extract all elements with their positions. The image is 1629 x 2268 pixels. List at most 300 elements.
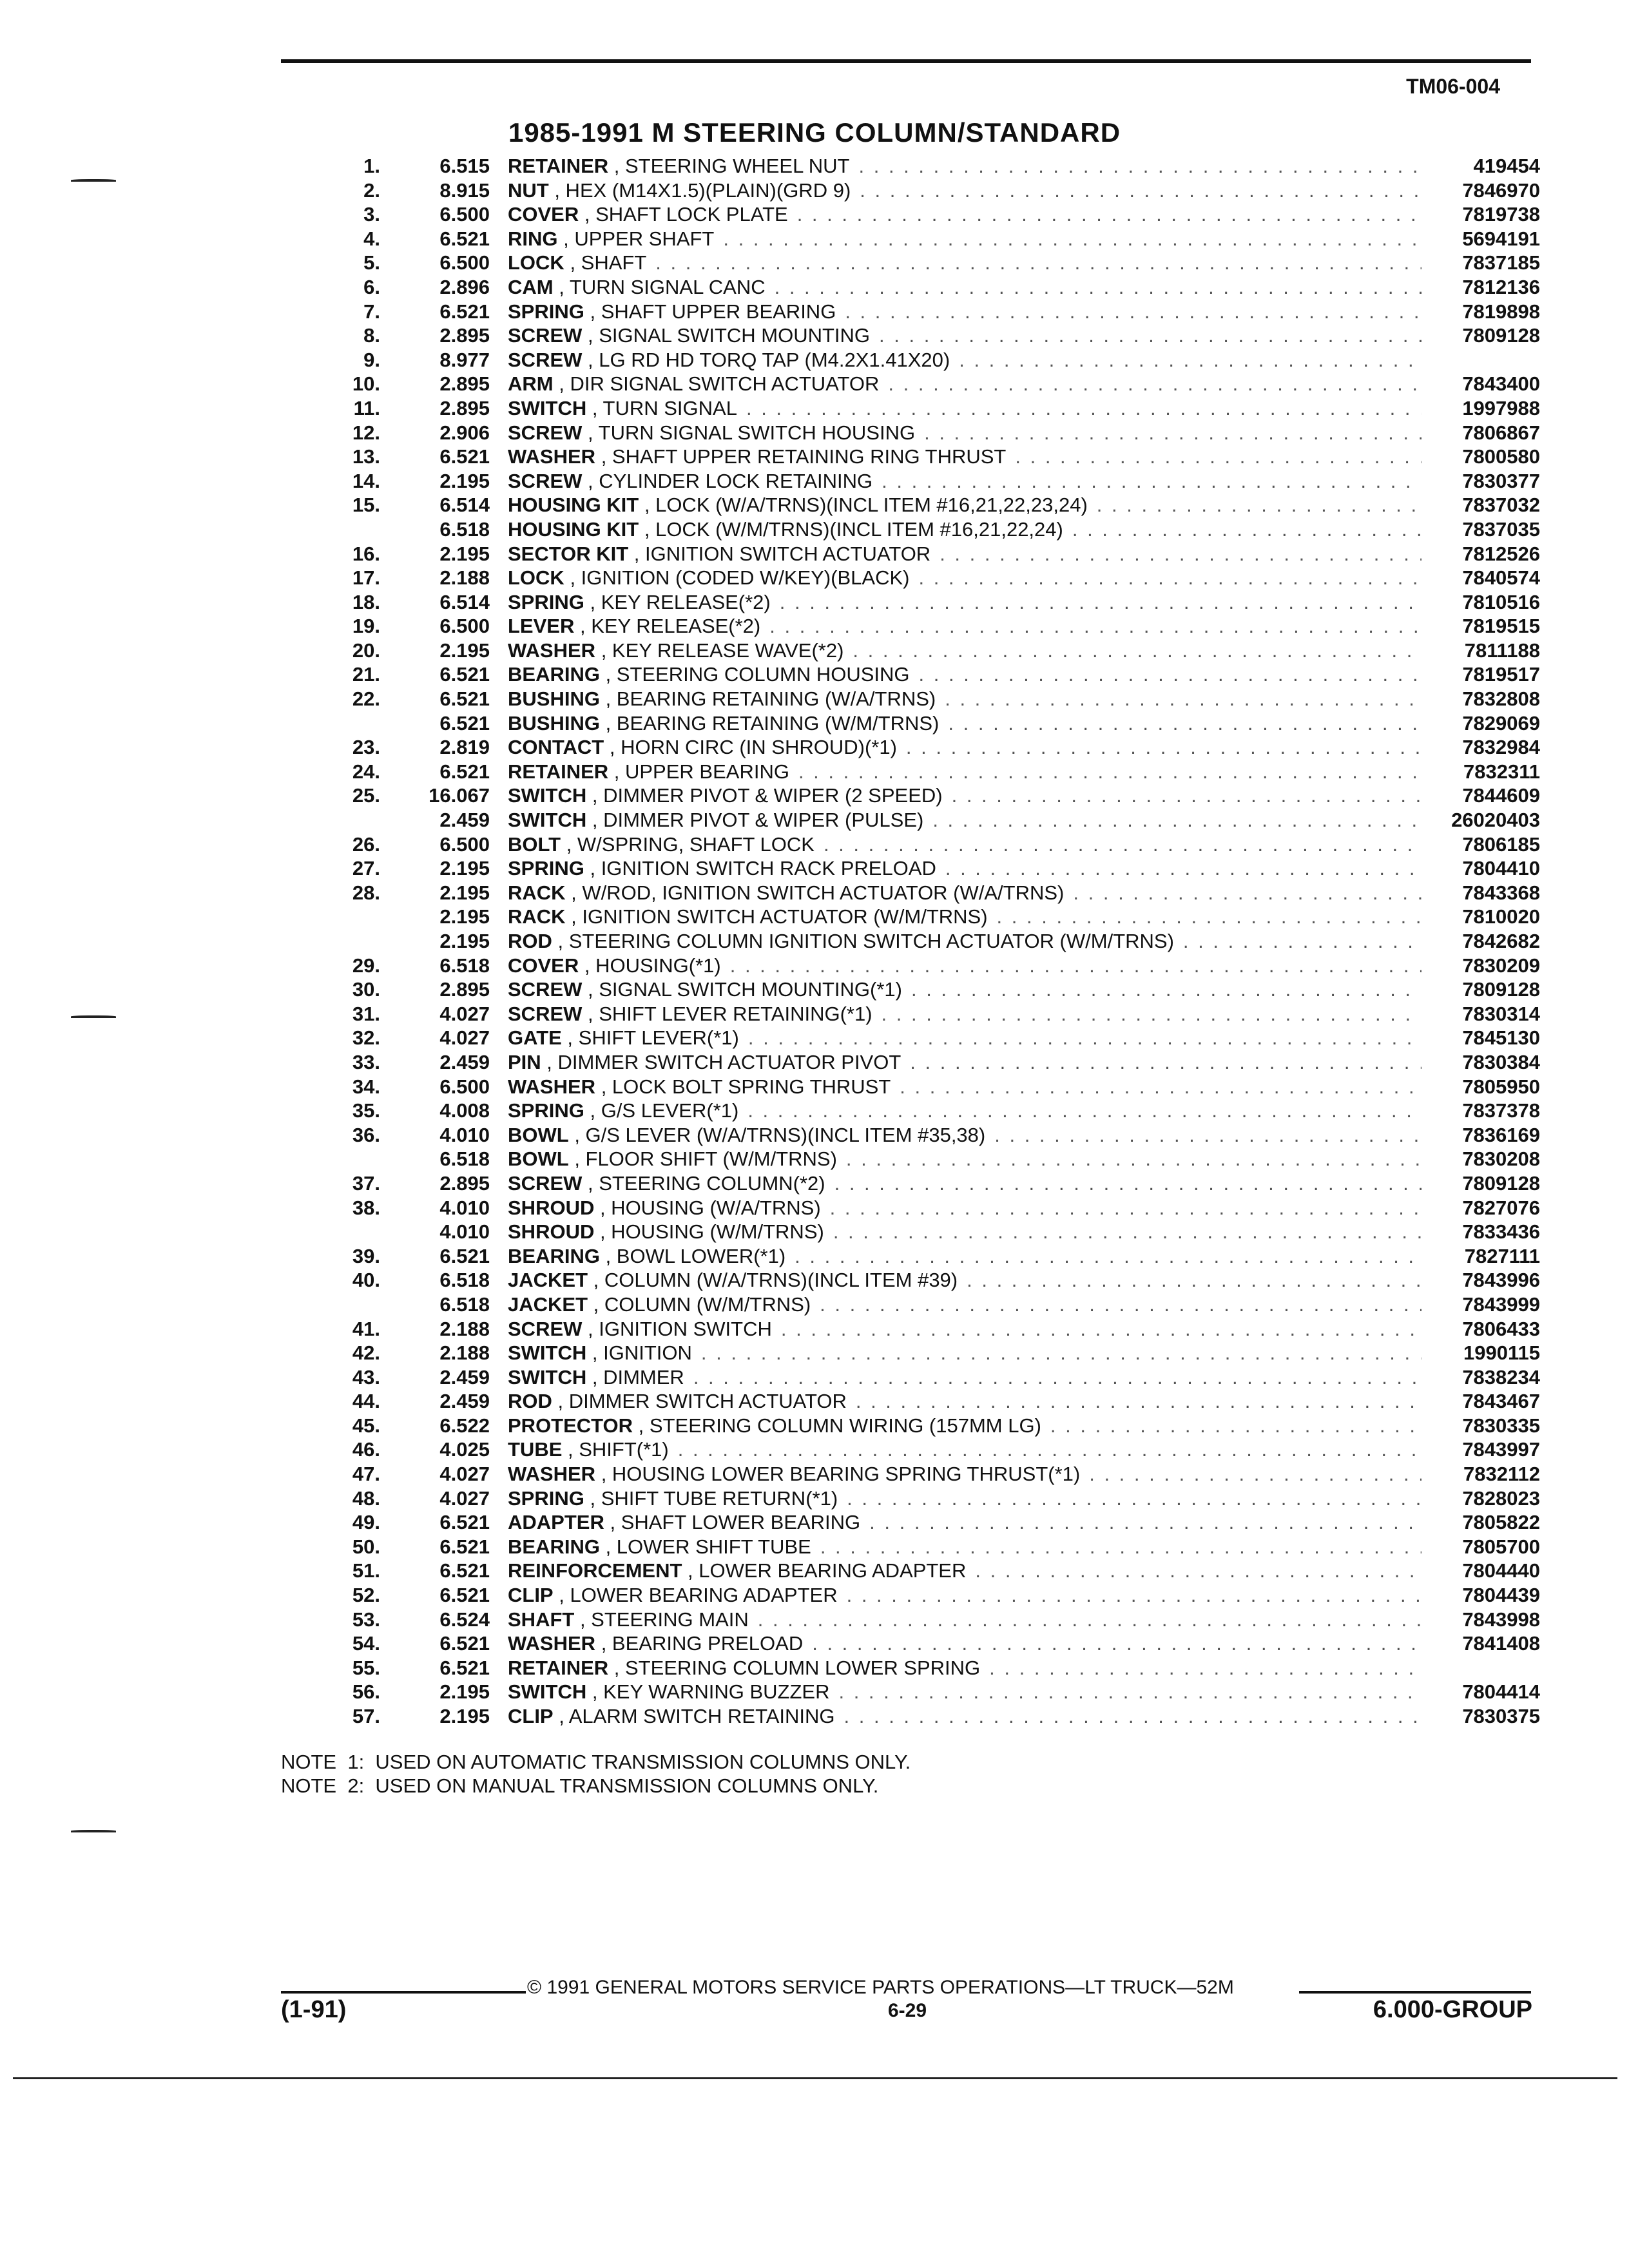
part-name: LOCK [508,251,564,274]
part-detail: , SHAFT LOWER BEARING [604,1511,861,1534]
part-name: SHAFT [508,1608,575,1631]
part-description [508,663,1431,686]
item-number: 53. [352,1608,380,1631]
item-number: 56. [352,1680,380,1704]
group-number: 4.010 [439,1196,490,1219]
dot-leader [919,663,1422,686]
part-name: RACK [508,905,566,928]
item-number: 8. [363,324,380,347]
item-number: 51. [352,1559,380,1582]
item-number: 52. [352,1584,380,1607]
part-detail: , DIMMER SWITCH ACTUATOR [552,1390,847,1413]
part-name: BEARING [508,1535,600,1558]
item-number: 14. [352,469,380,492]
part-description [508,203,1431,226]
part-name: SPRING [508,590,584,613]
part-name: SCREW [508,1002,583,1025]
part-row [284,251,1540,276]
part-row [284,1124,1540,1148]
parts-list [284,155,1540,1729]
group-number: 6.514 [439,590,490,613]
dot-leader [775,276,1422,299]
item-number: 13. [352,445,380,468]
part-number: 7838234 [1462,1365,1540,1389]
part-description [508,1438,1431,1461]
item-number: 11. [353,396,380,419]
item-number: 15. [352,494,380,517]
item-number: 18. [352,590,380,613]
group-number: 6.521 [439,1656,490,1679]
part-name: SHROUD [508,1220,595,1244]
part-detail: , STEERING COLUMN IGNITION SWITCH ACTUATOR (W/M/TRNS) [552,930,1174,952]
part-name: SHROUD [508,1196,595,1219]
group-number: 6.514 [439,494,490,517]
part-name: SPRING [508,1486,584,1510]
part-row [284,1003,1540,1027]
part-description [508,470,1431,493]
part-description [508,397,1431,420]
part-description [508,833,1431,856]
part-number: 7846970 [1462,178,1540,202]
part-row [284,1341,1540,1366]
part-name: COVER [508,203,579,226]
part-detail: , KEY RELEASE WAVE(*2) [595,639,844,662]
dot-leader [945,687,1422,711]
part-row [284,615,1540,639]
group-number: 6.518 [439,517,490,541]
group-number: 6.521 [439,1511,490,1534]
group-number: 2.895 [439,1171,490,1195]
part-number: 7837378 [1462,1099,1540,1122]
dot-leader [847,1584,1422,1607]
dot-leader [882,1003,1422,1026]
group-number: 2.188 [439,1317,490,1340]
group-number: 4.027 [439,1486,490,1510]
item-number: 34. [352,1075,380,1098]
part-number: 7843996 [1462,1269,1540,1292]
dot-leader [795,1245,1422,1268]
part-number: 7830209 [1462,954,1540,977]
item-number: 49. [352,1511,380,1534]
part-row [284,736,1540,760]
part-description [508,1075,1431,1099]
top-rule [281,59,1531,63]
part-name: SECTOR KIT [508,542,629,565]
footer-left-rule [281,1991,526,1994]
dot-leader [924,421,1422,445]
part-number: 7806433 [1462,1317,1540,1340]
dot-leader [940,543,1422,566]
dot-leader [859,155,1422,178]
part-row [284,566,1540,591]
part-row [284,1051,1540,1075]
dot-leader [834,1172,1422,1195]
item-number: 40. [352,1269,380,1292]
dot-leader [847,1487,1422,1510]
part-number: 7809128 [1462,1171,1540,1195]
part-row [284,1245,1540,1269]
part-description [508,1657,1431,1680]
part-number: 7832808 [1462,687,1540,711]
part-row [284,1463,1540,1487]
item-number: 35. [352,1099,380,1122]
part-description [508,300,1431,323]
part-number: 7830375 [1462,1705,1540,1727]
group-number: 6.500 [439,832,490,856]
part-number: 7837185 [1462,251,1540,274]
part-row [284,1657,1540,1681]
part-name: WASHER [508,639,596,662]
part-number: 7806185 [1462,832,1540,856]
part-name: CLIP [508,1705,554,1727]
part-detail: , IGNITION SWITCH ACTUATOR (W/M/TRNS) [565,905,988,928]
part-number: 7843400 [1462,372,1540,396]
part-description [508,518,1431,541]
part-detail: , G/S LEVER (W/A/TRNS)(INCL ITEM #35,38) [568,1123,986,1146]
part-row [284,712,1540,736]
part-name: ADAPTER [508,1511,604,1534]
item-number: 16. [352,542,380,565]
part-description [508,1608,1431,1631]
dot-leader [911,978,1422,1001]
part-description [508,760,1431,783]
part-number: 7805950 [1462,1075,1540,1098]
part-detail: , DIR SIGNAL SWITCH ACTUATOR [553,372,880,396]
part-description [508,1705,1431,1728]
group-number: 6.521 [439,1632,490,1655]
part-name: BOWL [508,1148,569,1171]
part-name: SWITCH [508,809,587,832]
part-detail: , IGNITION SWITCH RACK PRELOAD [584,857,936,880]
group-number: 2.195 [439,1680,490,1704]
part-number: 7830377 [1462,469,1540,492]
part-description [508,1487,1431,1510]
part-description [508,1172,1431,1195]
dot-leader [975,1559,1422,1582]
dot-leader [945,857,1422,880]
part-detail: , KEY RELEASE(*2) [574,615,761,638]
part-row [284,349,1540,373]
dot-leader [869,1511,1422,1534]
part-name: WASHER [508,1632,596,1655]
group-number: 8.915 [439,178,490,202]
group-number: 2.459 [439,1390,490,1413]
dot-leader [746,397,1422,420]
part-row [284,663,1540,687]
part-row [284,687,1540,712]
part-row [284,276,1540,300]
part-description [508,881,1431,905]
part-number: 7830314 [1462,1002,1540,1025]
part-row [284,857,1540,881]
part-row [284,543,1540,567]
part-detail: , SIGNAL SWITCH MOUNTING [582,324,871,347]
part-row [284,1220,1540,1245]
part-name: SWITCH [508,1680,587,1704]
part-detail: , IGNITION [586,1341,692,1365]
part-detail: , LOCK (W/A/TRNS)(INCL ITEM #16,21,22,23,24) [639,494,1088,517]
dot-leader [952,784,1422,807]
part-name: BUSHING [508,711,600,735]
part-detail: , STEERING MAIN [574,1608,749,1631]
group-number: 6.521 [439,711,490,735]
part-name: SCREW [508,1317,583,1340]
dot-leader [798,760,1422,783]
part-detail: , HOUSING LOWER BEARING SPRING THRUST(*1) [595,1463,1081,1486]
part-row [284,978,1540,1003]
dot-leader [845,300,1422,323]
part-name: HOUSING KIT [508,517,639,541]
part-row [284,372,1540,397]
dot-leader [846,1148,1422,1171]
dot-leader [748,1026,1422,1050]
part-detail: , STEERING COLUMN HOUSING [599,663,910,686]
part-detail: , STEERING COLUMN WIRING (157MM LG) [633,1414,1041,1437]
part-description [508,1414,1431,1437]
part-name: SCREW [508,1171,583,1195]
item-number: 36. [352,1123,380,1146]
part-row [284,227,1540,252]
part-detail: , LOWER BEARING ADAPTER [553,1584,838,1607]
group-number: 6.521 [439,687,490,711]
part-detail: , SHIFT LEVER RETAINING(*1) [582,1002,872,1025]
group-number: 4.008 [439,1099,490,1122]
part-description [508,566,1431,590]
part-row [284,639,1540,664]
binder-mark [71,1015,116,1018]
item-number: 20. [352,639,380,662]
part-row [284,1632,1540,1657]
part-name: ARM [508,372,554,396]
part-row [284,421,1540,446]
part-number: 7804410 [1462,857,1540,880]
part-detail: , LOCK BOLT SPRING THRUST [595,1075,891,1098]
document-code: TM06-004 [1406,75,1500,98]
part-name: CONTACT [508,736,604,759]
part-description [508,954,1431,977]
item-number: 44. [352,1390,380,1413]
part-row [284,1293,1540,1318]
part-detail: , SHIFT TUBE RETURN(*1) [584,1486,838,1510]
part-number: 7819517 [1462,663,1540,686]
part-name: SWITCH [508,784,587,807]
item-number: 31. [352,1002,380,1025]
part-name: WASHER [508,1463,596,1486]
part-row [284,397,1540,421]
part-detail: , SHAFT UPPER BEARING [584,300,836,323]
part-number: 7832112 [1463,1463,1540,1486]
part-name: SWITCH [508,1365,587,1389]
part-description [508,1099,1431,1122]
part-detail: , SHAFT [564,251,647,274]
dot-leader [1072,518,1422,541]
group-number: 6.521 [439,1559,490,1582]
item-number: 24. [352,760,380,783]
notes [281,1750,911,1798]
dot-leader [853,639,1422,662]
footer-right-rule [1299,1991,1531,1994]
part-number: 7828023 [1462,1486,1540,1510]
part-name: RETAINER [508,1656,609,1679]
part-description [508,421,1431,445]
part-number: 7804414 [1462,1680,1540,1704]
note-1: NOTE 1: USED ON AUTOMATIC TRANSMISSION COLUMNS ONLY. [281,1751,911,1773]
group-number: 4.027 [439,1026,490,1050]
group-number: 4.027 [439,1002,490,1025]
part-row [284,300,1540,325]
part-name: PROTECTOR [508,1414,633,1437]
dot-leader [906,736,1422,759]
part-detail: , STEERING WHEEL NUT [608,155,850,177]
group-number: 6.500 [439,251,490,274]
group-number: 2.459 [439,1365,490,1389]
group-number: 2.188 [439,566,490,590]
dot-leader [780,591,1422,614]
part-detail: , TURN SIGNAL CANC [553,275,766,298]
part-number: 1990115 [1463,1341,1540,1365]
part-name: RING [508,227,558,250]
part-description [508,1003,1431,1026]
part-description [508,349,1431,372]
part-number: 7843467 [1462,1390,1540,1413]
part-row [284,833,1540,858]
part-row [284,494,1540,518]
part-number: 7832984 [1462,736,1540,759]
part-number: 5694191 [1462,227,1540,250]
part-detail: , W/SPRING, SHAFT LOCK [561,832,815,856]
item-number: 30. [352,978,380,1001]
item-number: 9. [363,348,380,371]
group-number: 2.195 [439,542,490,565]
part-name: BOLT [508,832,561,856]
group-number: 2.819 [439,736,490,759]
part-name: SCREW [508,324,583,347]
dot-leader [833,1220,1422,1244]
part-description [508,1535,1431,1559]
part-name: BOWL [508,1123,569,1146]
item-number: 12. [352,421,380,444]
part-row [284,1584,1540,1608]
binder-mark [71,1830,116,1832]
item-number: 41. [352,1317,380,1340]
part-name: SWITCH [508,1341,587,1365]
group-number: 2.195 [439,639,490,662]
part-description [508,155,1431,178]
group-number: 2.195 [439,930,490,952]
part-description [508,712,1431,735]
group-number: 2.195 [439,469,490,492]
part-description [508,591,1431,614]
part-number: 7843368 [1462,881,1540,904]
part-description [508,324,1431,347]
item-number: 46. [352,1438,380,1461]
group-number: 6.521 [439,663,490,686]
dot-leader [723,227,1422,251]
item-number: 33. [352,1050,380,1073]
dot-leader [747,1099,1422,1122]
group-number: 2.895 [439,324,490,347]
part-row [284,1487,1540,1512]
part-row [284,1196,1540,1221]
part-name: SPRING [508,300,584,323]
part-detail: , DIMMER SWITCH ACTUATOR PIVOT [541,1050,901,1073]
part-description [508,978,1431,1001]
part-number: 7830384 [1462,1050,1540,1073]
part-detail: , BEARING RETAINING (W/A/TRNS) [599,687,936,711]
page-title: 1985-1991 M STEERING COLUMN/STANDARD [508,117,1121,148]
part-number: 7811188 [1464,639,1540,662]
group-label: 6.000-GROUP [1373,1996,1532,2023]
part-number: 7819738 [1462,203,1540,226]
dot-leader [959,349,1422,372]
dot-leader [730,954,1422,977]
group-number: 6.518 [439,954,490,977]
group-number: 6.521 [439,1244,490,1267]
part-name: JACKET [508,1269,588,1292]
part-row [284,155,1540,179]
part-detail: , KEY WARNING BUZZER [586,1680,830,1704]
part-detail: , W/ROD, IGNITION SWITCH ACTUATOR (W/A/TRNS) [565,881,1065,904]
group-number: 4.010 [439,1123,490,1146]
dot-leader [1073,881,1422,905]
part-detail: , SIGNAL SWITCH MOUNTING(*1) [582,978,902,1001]
part-number: 7837032 [1462,494,1540,517]
part-row [284,1559,1540,1584]
part-detail: , ALARM SWITCH RETAINING [553,1705,835,1727]
part-row [284,1438,1540,1463]
group-number: 2.195 [439,857,490,880]
part-name: BEARING [508,1244,600,1267]
part-detail: , COLUMN (W/M/TRNS) [588,1293,811,1316]
part-detail: , HOUSING (W/A/TRNS) [594,1196,821,1219]
part-number: 7845130 [1462,1026,1540,1050]
part-number: 7819898 [1462,300,1540,323]
dot-leader [1089,1463,1422,1486]
item-number: 43. [352,1365,380,1389]
item-number: 48. [352,1486,380,1510]
part-number: 7804439 [1462,1584,1540,1607]
part-name: RETAINER [508,760,609,783]
part-description [508,251,1431,274]
part-detail: , COLUMN (W/A/TRNS)(INCL ITEM #39) [588,1269,958,1292]
revision-date: (1-91) [281,1996,347,2023]
group-number: 2.195 [439,905,490,928]
part-name: SCREW [508,469,583,492]
dot-leader [997,905,1422,928]
part-description [508,784,1431,807]
part-description [508,1341,1431,1365]
part-detail: , UPPER SHAFT [557,227,715,250]
part-detail: , LOCK (W/M/TRNS)(INCL ITEM #16,21,22,24) [639,517,1063,541]
item-number: 29. [352,954,380,977]
part-description [508,1220,1431,1244]
item-number: 21. [352,663,380,686]
dot-leader [856,1390,1422,1413]
part-description [508,1680,1431,1704]
dot-leader [888,372,1422,396]
part-row [284,1148,1540,1172]
part-row [284,1075,1540,1100]
item-number: 57. [352,1705,380,1727]
group-number: 6.500 [439,1075,490,1098]
part-description [508,372,1431,396]
part-detail: , SHAFT UPPER RETAINING RING THRUST [595,445,1007,468]
part-detail: , SHIFT(*1) [562,1438,669,1461]
part-name: TUBE [508,1438,563,1461]
item-number: 55. [352,1656,380,1679]
part-name: SPRING [508,1099,584,1122]
part-row [284,1366,1540,1390]
